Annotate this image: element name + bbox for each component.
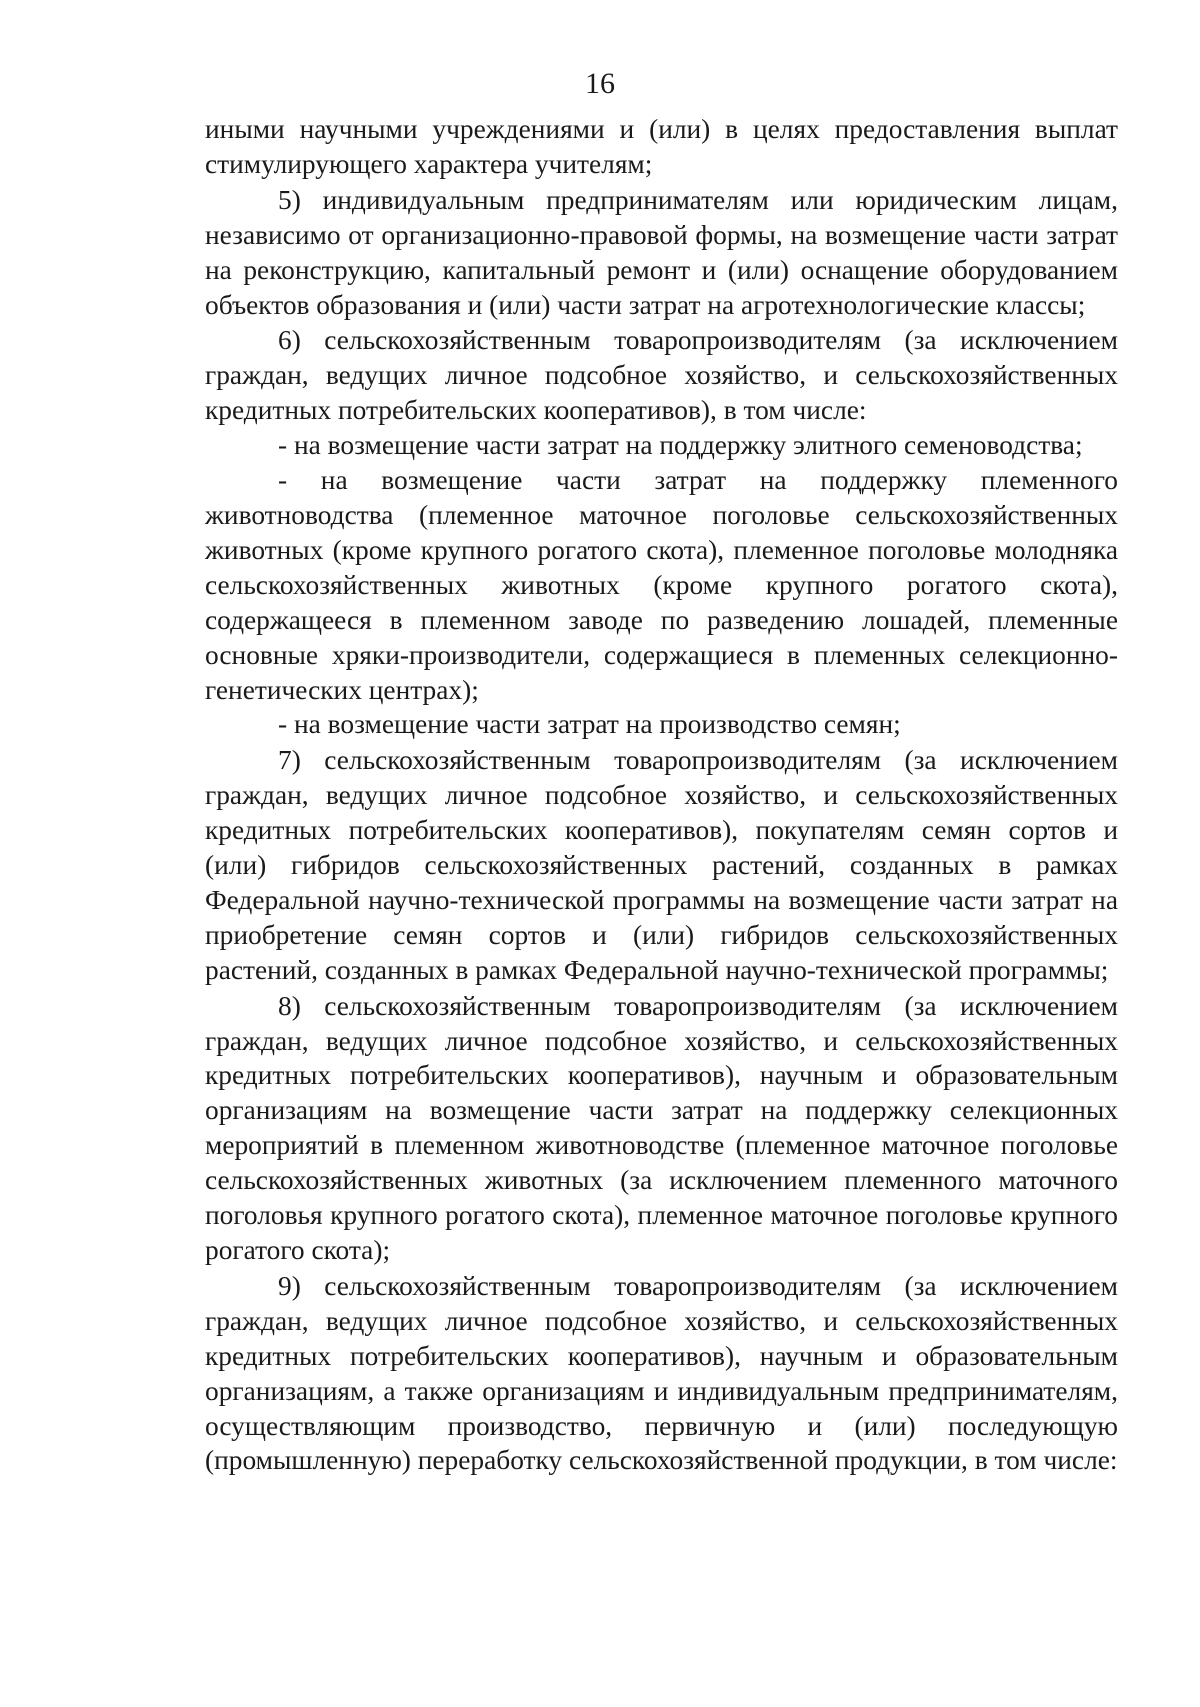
paragraph-item-5: 5) индивидуальным предпринимателям или юридическим лицам, независимо от организационно-правовой формы, на возмещение части затрат на реконструкцию, капитальный ремонт и (или) оснащение оборудованием объектов образования и (или) части затрат на агротехнологические классы; <box>205 184 1118 320</box>
paragraph-item-9: 9) сельскохозяйственным товаропроизводителям (за исключением граждан, ведущих личное подсобное хозяйство, и сельскохозяйственных кредитных потребительских кооперативов), научным и образовательным организациям, а также организациям и индивидуальным предпринимателям, осуществляющим производство, первичную и (или) последующую (промышленную) переработку сельскохозяйственной продукции, в том числе: <box>205 1270 1118 1476</box>
paragraph-subitem-livestock: - на возмещение части затрат на поддержку племенного животноводства (племенное маточное поголовье сельскохозяйственных животных (кроме крупного рогатого скота), племенное поголовье молодняка сельскохозяйственных животных (кроме крупного рогатого скота), содержащееся в племенном заводе по разведению лошадей, племенные основные хряки-производители, содержащиеся в племенных селекционно-генетических центрах); <box>205 465 1118 705</box>
paragraph-item-6: 6) сельскохозяйственным товаропроизводителям (за исключением граждан, ведущих личное подсобное хозяйство, и сельскохозяйственных кредитных потребительских кооперативов), в том числе: <box>205 325 1118 426</box>
paragraph-subitem-seeds-elite: - на возмещение части затрат на поддержку элитного семеноводства; <box>278 430 1083 461</box>
paragraph-item-7: 7) сельскохозяйственным товаропроизводителям (за исключением граждан, ведущих личное подсобное хозяйство, и сельскохозяйственных кредитных потребительских кооперативов), покупателям семян сортов и (или) гибридов сельскохозяйственных растений, созданных в рамках Федеральной научно-технической программы на возмещение части затрат на приобретение семян сортов и (или) гибридов сельскохозяйственных растений, созданных в рамках Федеральной научно-технической программы; <box>205 745 1118 985</box>
paragraph-item-8: 8) сельскохозяйственным товаропроизводителям (за исключением граждан, ведущих личное подсобное хозяйство, и сельскохозяйственных кредитных потребительских кооперативов), научным и образовательным организациям на возмещение части затрат на поддержку селекционных мероприятий в племенном животноводстве (племенное маточное поголовье сельскохозяйственных животных (за исключением племенного маточного поголовья крупного рогатого скота), племенное маточное поголовье крупного рогатого скота); <box>205 990 1118 1265</box>
page-number: 16 <box>585 67 615 100</box>
document-body <box>205 112 1118 1478</box>
paragraph: иными научными учреждениями и (или) в целях предоставления выплат стимулирующего характера учителям; <box>205 114 1118 179</box>
paragraph-subitem-seed-production: - на возмещение части затрат на производство семян; <box>278 709 901 740</box>
